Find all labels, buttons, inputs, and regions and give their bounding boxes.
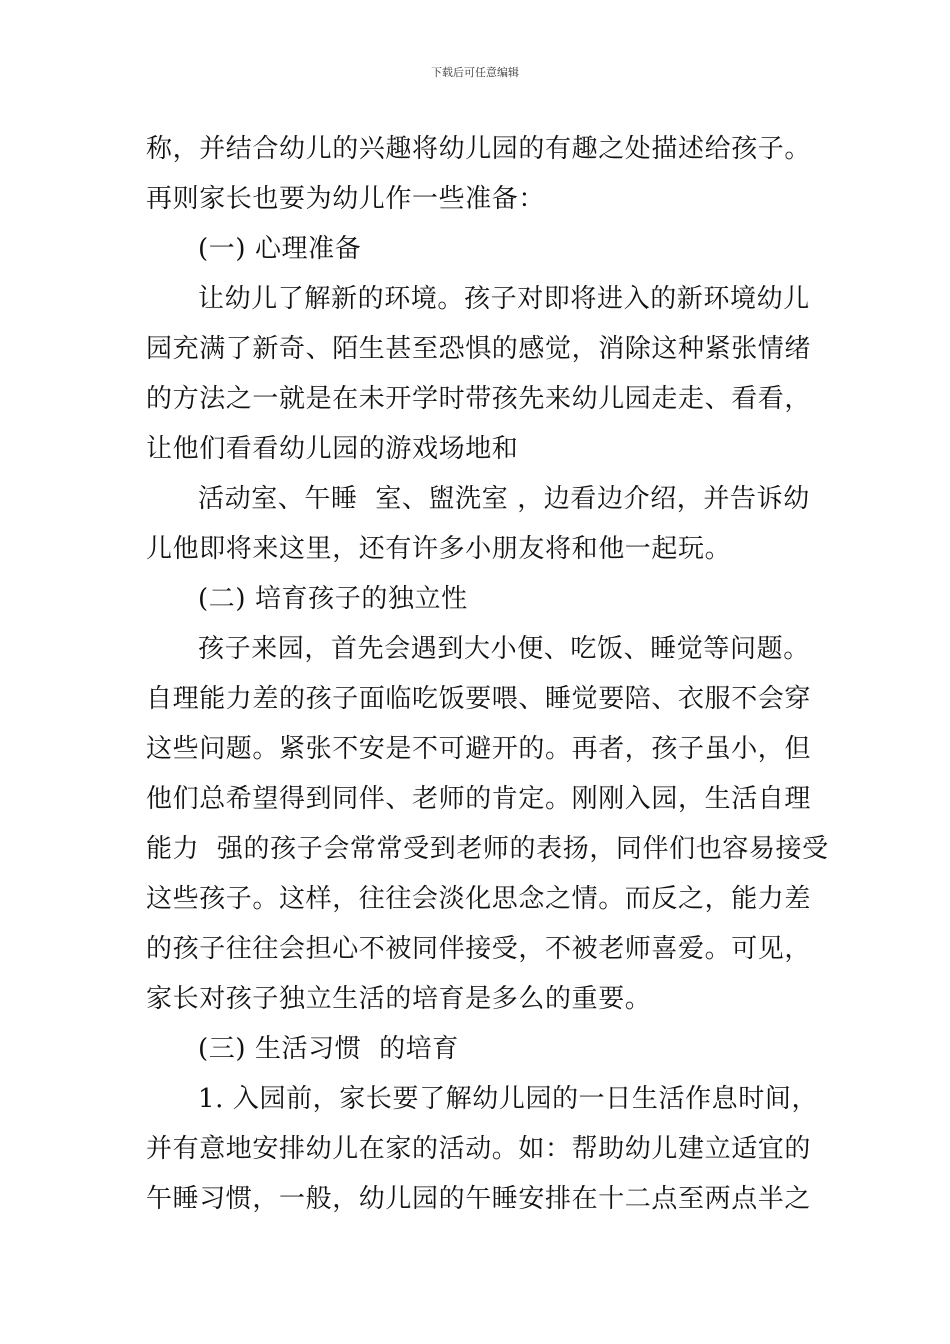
text-line-2: 再则家长也要为幼儿作一些准备：	[146, 184, 546, 214]
text-line-1: 称，并结合幼儿的兴趣将幼儿园的有趣之处描述给孩子。	[146, 134, 812, 164]
text-line-21: 并有意地安排幼儿在家的活动。如：帮助幼儿建立适宜的	[146, 1134, 812, 1164]
text-line-22: 午睡习惯，一般，幼儿园的午睡安排在十二点至两点半之	[146, 1184, 812, 1214]
text-line-17: 的孩子往往会担心不被同伴接受，不被老师喜爱。可见，	[146, 934, 812, 964]
text-line-4: 让幼儿了解新的环境。孩子对即将进入的新环境幼儿	[198, 284, 810, 314]
section-heading-living-habits: (三) 生活习惯 的培育	[198, 1034, 459, 1064]
text-line-14: 他们总希望得到同伴、老师的肯定。刚刚入园，生活自理	[146, 784, 812, 814]
text-line-16: 这些孩子。这样，往往会淡化思念之情。而反之，能力差	[146, 884, 812, 914]
text-line-5: 园充满了新奇、陌生甚至恐惧的感觉，消除这种紧张情绪	[146, 334, 812, 364]
text-line-12: 自理能力差的孩子面临吃饭要喂、睡觉要陪、衣服不会穿	[146, 684, 812, 714]
text-line-7: 让他们看看幼儿园的游戏场地和	[146, 434, 519, 464]
text-line-15: 能力 强的孩子会常常受到老师的表扬，同伴们也容易接受	[146, 834, 829, 864]
section-heading-psychological-prep: (一) 心理准备	[198, 234, 362, 264]
text-line-11: 孩子来园，首先会遇到大小便、吃饭、睡觉等问题。	[198, 634, 810, 664]
text-line-8: 活动室、午睡 室、盥洗室 ，边看边介绍，并告诉幼	[198, 484, 810, 514]
text-line-6: 的方法之一就是在未开学时带孩先来幼儿园走走、看看，	[146, 384, 812, 414]
text-line-9: 儿他即将来这里，还有许多小朋友将和他一起玩。	[146, 534, 732, 564]
text-line-18: 家长对孩子独立生活的培育是多么的重要。	[146, 984, 652, 1014]
text-line-20: 1. 入园前，家长要了解幼儿园的一日生活作息时间，	[198, 1084, 819, 1114]
page-header: 下载后可任意编辑	[431, 66, 519, 79]
document-body	[146, 124, 829, 1224]
text-line-13: 这些问题。紧张不安是不可避开的。再者，孩子虽小，但	[146, 734, 812, 764]
section-heading-independence: (二) 培育孩子的独立性	[198, 584, 468, 614]
